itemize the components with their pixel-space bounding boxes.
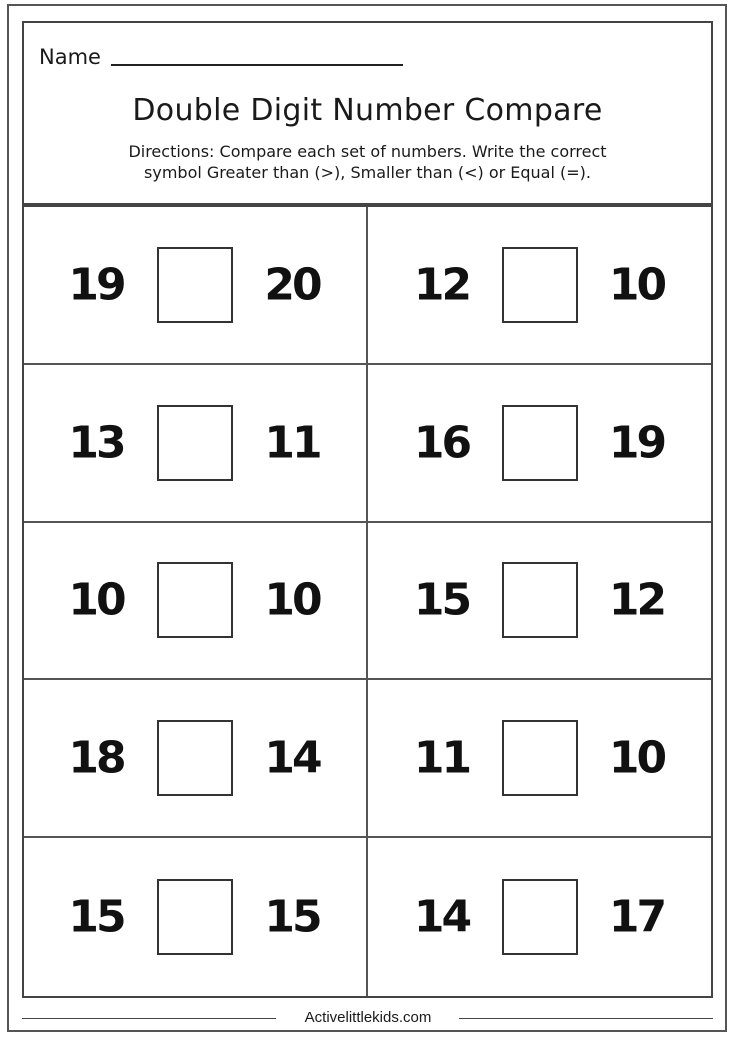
- worksheet-title: Double Digit Number Compare: [132, 93, 603, 128]
- right-number: 19: [608, 417, 665, 469]
- left-number: 14: [413, 891, 470, 943]
- answer-box[interactable]: [157, 405, 233, 481]
- directions: [24, 141, 711, 183]
- worksheet-header: [22, 21, 713, 205]
- answer-box[interactable]: [502, 405, 578, 481]
- answer-box[interactable]: [502, 879, 578, 955]
- right-number: 11: [264, 417, 320, 469]
- left-number: 19: [68, 259, 124, 311]
- directions-line-2: symbol Greater than (>), Smaller than (<) or Equal (=).: [144, 163, 591, 182]
- answer-box[interactable]: [157, 562, 233, 638]
- problem-cell: [24, 523, 368, 681]
- answer-box[interactable]: [502, 247, 578, 323]
- answer-box[interactable]: [502, 562, 578, 638]
- problem-cell: [24, 365, 368, 523]
- left-number: 11: [413, 732, 470, 784]
- problem-cell: [368, 365, 712, 523]
- name-row: [39, 45, 403, 69]
- problem-cell: [24, 207, 368, 365]
- right-number: 20: [264, 259, 320, 311]
- footer-divider-right: [459, 1018, 713, 1019]
- right-number: 12: [608, 574, 665, 626]
- answer-box[interactable]: [157, 247, 233, 323]
- right-number: 10: [608, 259, 665, 311]
- answer-box[interactable]: [502, 720, 578, 796]
- left-number: 15: [413, 574, 470, 626]
- right-number: 15: [264, 891, 320, 943]
- footer-site: Activelittlekids.com: [304, 1009, 432, 1026]
- left-number: 12: [413, 259, 470, 311]
- answer-box[interactable]: [157, 720, 233, 796]
- right-number: 10: [264, 574, 320, 626]
- directions-line-1: Directions: Compare each set of numbers. Write the correct: [128, 142, 607, 161]
- answer-box[interactable]: [157, 879, 233, 955]
- problem-cell: [368, 207, 712, 365]
- left-number: 16: [413, 417, 470, 469]
- name-label: Name: [39, 45, 101, 69]
- problem-cell: [24, 838, 368, 996]
- left-number: 18: [68, 732, 124, 784]
- problem-cell: [368, 680, 712, 838]
- problem-cell: [24, 680, 368, 838]
- right-number: 10: [608, 732, 665, 784]
- name-field[interactable]: [111, 64, 403, 66]
- left-number: 13: [68, 417, 124, 469]
- left-number: 10: [68, 574, 124, 626]
- left-number: 15: [68, 891, 124, 943]
- right-number: 17: [608, 891, 665, 943]
- problem-cell: [368, 838, 712, 996]
- problem-grid: [22, 205, 713, 998]
- right-number: 14: [264, 732, 320, 784]
- problem-cell: [368, 523, 712, 681]
